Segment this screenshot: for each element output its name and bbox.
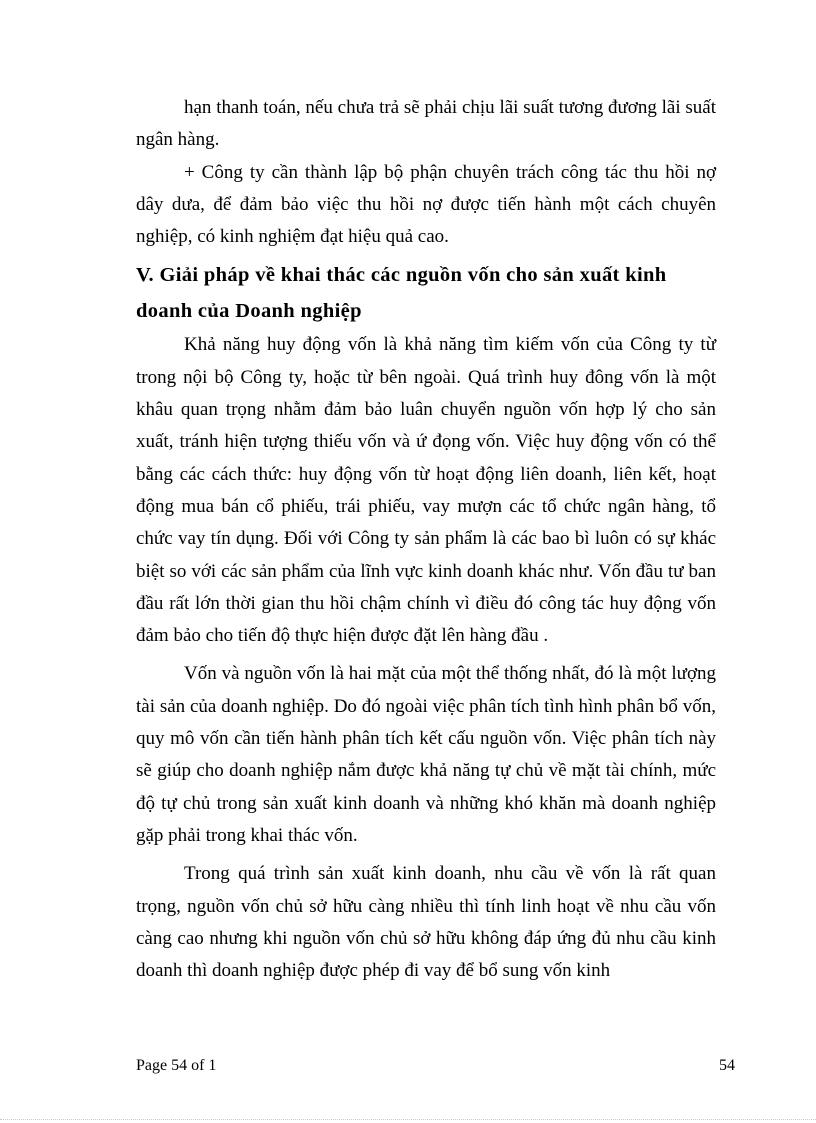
footer-page-label: Page 54 of 1 — [136, 1057, 217, 1074]
page-body — [136, 92, 716, 987]
paragraph-debt-collection: + Công ty cần thành lập bộ phận chuyên trách công tác thu hồi nợ dây dưa, để đảm bảo việc thu hồi nợ được tiến hành một cách chuyên nghiệp, có kinh nghiệm đạt hiệu quả cao. — [136, 161, 716, 248]
section-heading: V. Giải pháp về khai thác các nguồn vốn cho sản xuất kinh doanh của Doanh nghiệp — [136, 264, 667, 323]
paragraph-capital-structure: Vốn và nguồn vốn là hai mặt của một thể thống nhất, đó là một lượng tài sản của doanh nghiệp. Do đó ngoài việc phân tích tình hình phân bổ vốn, quy mô vốn cần tiến hành phân tích kết cấu nguồn vốn. Việc phân tích này sẽ giúp cho doanh nghiệp nắm được khả năng tự chủ về mặt tài chính, mức độ tự chủ trong sản xuất kinh doanh và những khó khăn mà doanh nghiệp gặp phải trong khai thác vốn. — [136, 663, 716, 846]
paragraph-capital-needs: Trong quá trình sản xuất kinh doanh, nhu cầu về vốn là rất quan trọng, nguồn vốn chủ sở hữu càng nhiều thì tính linh hoạt về nhu cầu vốn càng cao nhưng khi nguồn vốn chủ sở hữu không đáp ứng đủ nhu cầu kinh doanh thì doanh nghiệp được phép đi vay để bổ sung vốn kinh — [136, 863, 716, 982]
paragraph-interest-payment: hạn thanh toán, nếu chưa trả sẽ phải chịu lãi suất tương đương lãi suất ngân hàng. — [136, 97, 716, 151]
page-bottom-divider — [0, 1119, 816, 1120]
paragraph-capital-mobilization: Khả năng huy động vốn là khả năng tìm kiếm vốn của Công ty từ trong nội bộ Công ty, hoặc từ bên ngoài. Quá trình huy đông vốn là một khâu quan trọng nhằm đảm bảo luân chuyển nguồn vốn hợp lý cho sản xuất, tránh hiện tượng thiếu vốn và ứ đọng vốn. Việc huy động vốn có thể bằng các cách thức: huy động vốn từ hoạt động liên doanh, liên kết, hoạt động mua bán cổ phiếu, trái phiếu, vay mượn các tổ chức ngân hàng, tổ chức vay tín dụng. Đối với Công ty sản phẩm là các bao bì luôn có sự khác biệt so với các sản phẩm của lĩnh vực kinh doanh khác như. Vốn đầu tư ban đầu rất lớn thời gian thu hồi chậm chính vì điều đó công tác huy động vốn đảm bảo cho tiến độ thực hiện được đặt lên hàng đầu . — [136, 334, 716, 647]
footer-page-number: 54 — [719, 1057, 735, 1074]
